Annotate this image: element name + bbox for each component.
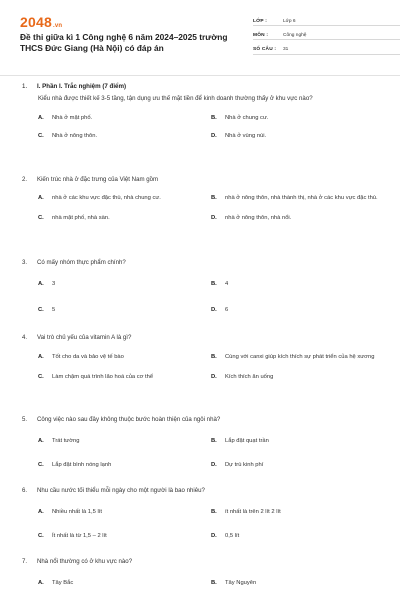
options: [20, 194, 380, 222]
question-text: Công việc nào sau đây không thuộc bước hoàn thiện của ngôi nhà?: [37, 416, 221, 423]
option-text: Lắp đặt bình nóng lạnh: [52, 461, 112, 468]
option-c[interactable]: [38, 461, 211, 469]
meta-row-class: [253, 14, 400, 26]
meta-key: SỐ CÂU :: [253, 47, 277, 53]
option-c[interactable]: [38, 532, 211, 540]
question-5: [20, 416, 380, 487]
option-text: Dự trù kinh phí: [225, 461, 264, 468]
meta-value: Công nghệ: [283, 32, 307, 38]
option-d[interactable]: [211, 373, 398, 381]
option-letter: C.: [38, 532, 44, 539]
meta-value: Lớp 6: [283, 18, 296, 24]
option-text: 3: [52, 280, 56, 287]
meta-key: MÔN :: [253, 32, 269, 38]
option-d[interactable]: [211, 306, 398, 314]
logo-text: 2048: [20, 14, 52, 30]
option-a[interactable]: [38, 579, 211, 587]
option-letter: A.: [38, 280, 44, 287]
option-text: Nhà ở vùng núi.: [225, 132, 267, 139]
option-b[interactable]: [211, 508, 398, 516]
question-text: Kiến trúc nhà ở đặc trưng của Việt Nam gồm: [37, 176, 159, 183]
option-letter: B.: [211, 194, 217, 201]
option-d[interactable]: [211, 132, 398, 140]
question-text: Nhu cầu nước tối thiểu mỗi ngày cho một người là bao nhiêu?: [37, 487, 205, 494]
option-d[interactable]: [211, 461, 398, 469]
option-letter: D.: [211, 132, 217, 139]
option-letter: C.: [38, 306, 44, 313]
site-logo[interactable]: [20, 14, 62, 30]
options: [20, 508, 380, 540]
option-text: Ít nhất là từ 1,5 – 2 lít: [52, 532, 107, 539]
meta-row-count: [253, 43, 400, 55]
question-header: [20, 259, 380, 268]
option-letter: D.: [211, 214, 217, 221]
option-b[interactable]: [211, 437, 398, 445]
section-heading: [20, 78, 380, 94]
option-text: Nhà ở nông thôn.: [52, 132, 98, 139]
question-6: [20, 487, 380, 558]
option-b[interactable]: [211, 114, 398, 122]
option-b[interactable]: [211, 353, 398, 361]
question-number: 4.: [22, 334, 28, 341]
option-text: Tây Nguyên: [225, 579, 257, 586]
option-a[interactable]: [38, 194, 211, 202]
option-d[interactable]: [211, 214, 398, 222]
question-number: 2.: [22, 176, 28, 183]
question-number: 5.: [22, 416, 28, 423]
meta-value: 31: [283, 47, 289, 53]
options: [20, 353, 380, 381]
logo-tld: .vn: [52, 23, 63, 29]
section-number: 1.: [22, 82, 28, 90]
option-text: Kích thích ăn uống: [225, 373, 274, 380]
option-letter: C.: [38, 132, 44, 139]
option-b[interactable]: [211, 579, 398, 587]
option-letter: B.: [211, 353, 217, 360]
option-letter: B.: [211, 508, 217, 515]
question-4: [20, 334, 380, 416]
option-text: nhà mặt phố, nhà sàn.: [52, 214, 110, 221]
question-1: [20, 94, 380, 176]
option-letter: C.: [38, 373, 44, 380]
meta-key: LỚP :: [253, 18, 268, 24]
option-letter: A.: [38, 579, 44, 586]
option-letter: B.: [211, 114, 217, 121]
option-text: nhà ở nông thôn, nhà thành thị, nhà ở các khu vực đặc thù.: [225, 194, 378, 201]
header-divider: [0, 75, 400, 76]
option-text: 0,5 lít: [225, 532, 240, 539]
option-letter: A.: [38, 437, 44, 444]
option-letter: A.: [38, 194, 44, 201]
option-c[interactable]: [38, 214, 211, 222]
question-header: [20, 416, 380, 425]
options: [20, 280, 380, 314]
option-letter: D.: [211, 532, 217, 539]
option-c[interactable]: [38, 306, 211, 314]
option-b[interactable]: [211, 194, 398, 202]
option-letter: A.: [38, 353, 44, 360]
options: [20, 579, 380, 587]
option-a[interactable]: [38, 114, 211, 122]
option-text: Tây Bắc: [52, 579, 74, 586]
options: [20, 114, 380, 140]
option-a[interactable]: [38, 508, 211, 516]
question-number: 3.: [22, 259, 28, 266]
option-c[interactable]: [38, 132, 211, 140]
option-text: nhà ở nông thôn, nhà nổi.: [225, 214, 292, 221]
question-text: Nhà nổi thường có ở khu vực nào?: [37, 558, 133, 565]
option-text: 5: [52, 306, 56, 313]
option-text: ít nhất là trên 2 lít 2 lít: [225, 508, 281, 515]
question-7: [20, 558, 380, 598]
option-letter: B.: [211, 280, 217, 287]
option-letter: D.: [211, 461, 217, 468]
question-header: [20, 334, 380, 343]
question-number: 7.: [22, 558, 28, 565]
option-text: Cùng với canxi giúp kích thích sự phát triển của hệ xương: [225, 353, 375, 360]
option-letter: D.: [211, 306, 217, 313]
option-text: Nhà ở mặt phố.: [52, 114, 93, 121]
exam-meta: [253, 14, 400, 57]
meta-row-subject: [253, 28, 400, 40]
option-letter: C.: [38, 461, 44, 468]
question-header: [20, 487, 380, 496]
option-d[interactable]: [211, 532, 398, 540]
question-header: [20, 558, 380, 567]
question-2: [20, 176, 380, 259]
option-text: 6: [225, 306, 229, 313]
option-text: Lắp đặt quạt trần: [225, 437, 269, 444]
question-3: [20, 259, 380, 334]
option-a[interactable]: [38, 353, 211, 361]
options: [20, 437, 380, 469]
option-c[interactable]: [38, 373, 211, 381]
option-letter: B.: [211, 437, 217, 444]
option-text: Làm chậm quá trình lão hoá của cơ thể: [52, 373, 154, 380]
option-letter: C.: [38, 214, 44, 221]
option-text: nhà ở các khu vực đặc thù, nhà chung cư.: [52, 194, 161, 201]
option-text: Tốt cho da và bảo vệ tế bào: [52, 353, 124, 360]
question-text: Có mấy nhóm thực phẩm chính?: [37, 259, 126, 266]
option-letter: B.: [211, 579, 217, 586]
question-list: [20, 78, 380, 598]
option-text: Nhiều nhất là 1,5 lít: [52, 508, 102, 515]
option-a[interactable]: [38, 437, 211, 445]
question-stem: Kiểu nhà được thiết kế 3-5 tầng, tận dụng ưu thế mặt tiền để kinh doanh thường thấy ở khu vực nào?: [38, 95, 313, 102]
option-text: Trát tường: [52, 437, 80, 444]
exam-title: Đề thi giữa kì 1 Công nghệ 6 năm 2024–2025 trường THCS Đức Giang (Hà Nội) có đáp án: [20, 32, 228, 53]
option-text: Nhà ở chung cư.: [225, 114, 269, 121]
page-header: [20, 12, 380, 64]
section-title: I. Phần I. Trắc nghiệm (7 điểm): [37, 82, 127, 90]
question-number: 6.: [22, 487, 28, 494]
option-letter: D.: [211, 373, 217, 380]
option-a[interactable]: [38, 280, 211, 288]
question-text: Vai trò chủ yếu của vitamin A là gì?: [37, 334, 132, 341]
option-letter: A.: [38, 114, 44, 121]
option-letter: A.: [38, 508, 44, 515]
question-header: [20, 176, 380, 185]
option-b[interactable]: [211, 280, 398, 288]
option-text: 4: [225, 280, 229, 287]
